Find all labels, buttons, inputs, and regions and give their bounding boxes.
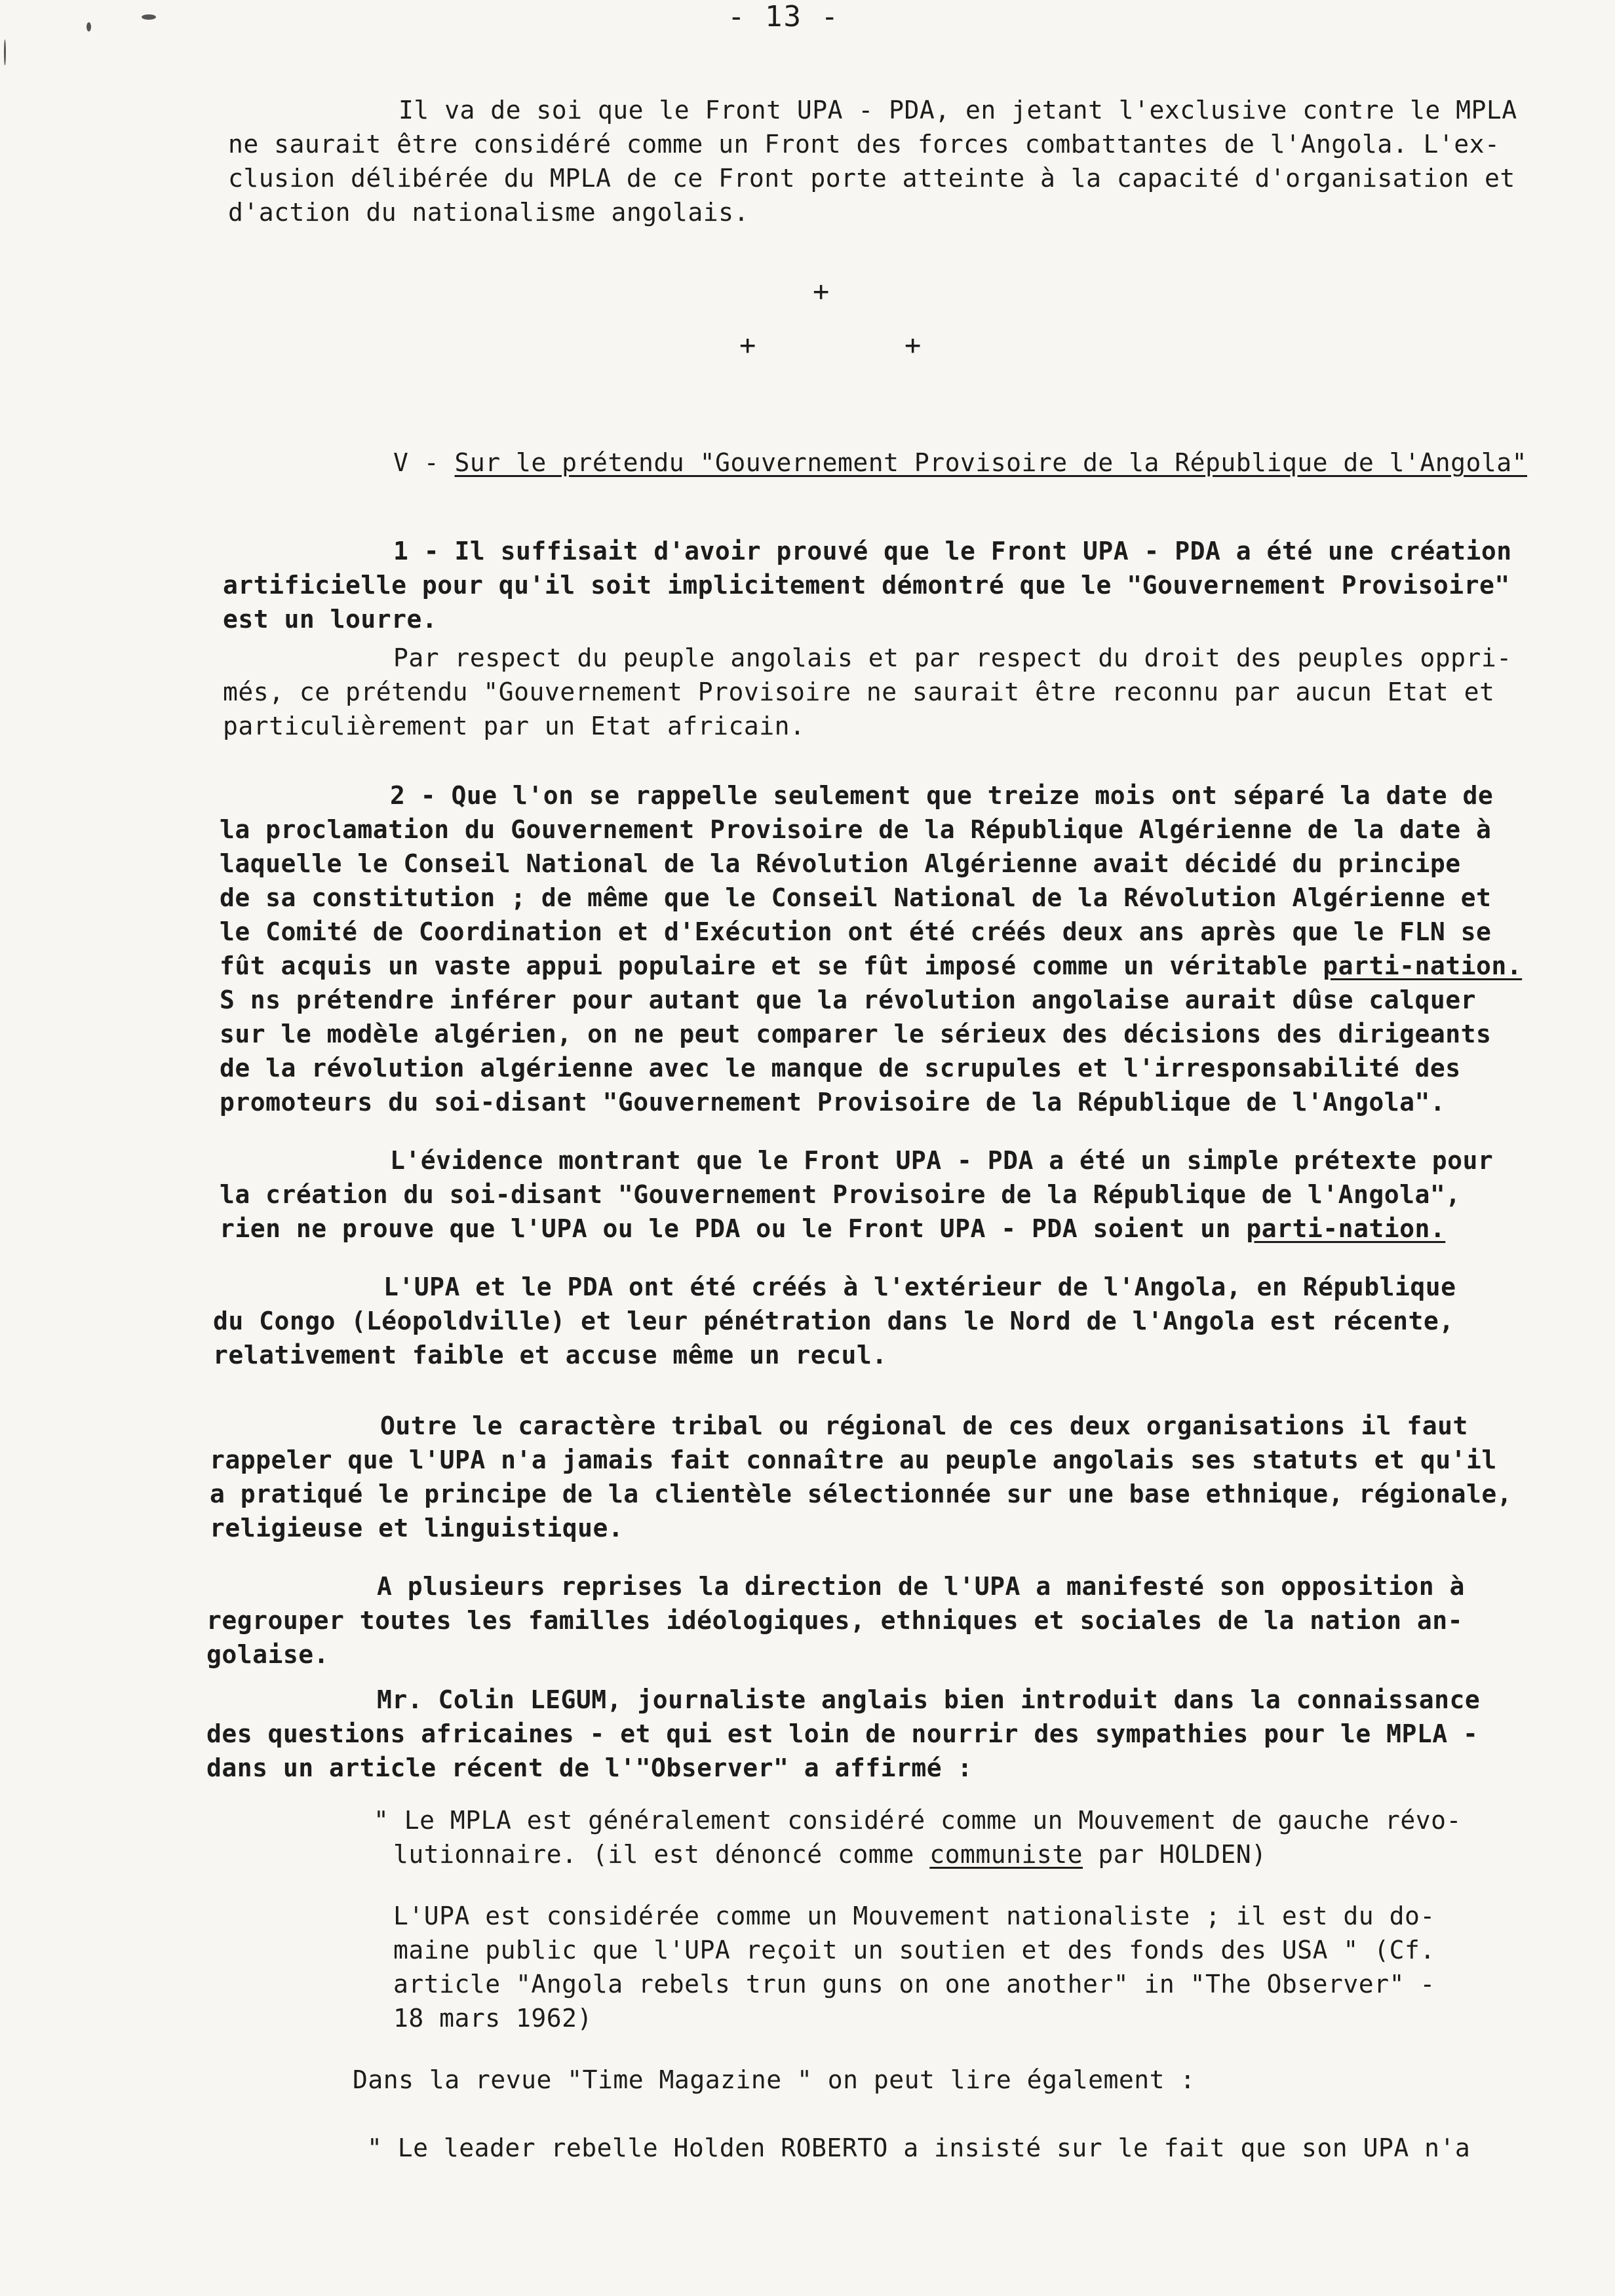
text-fragment: fût acquis un vaste appui populaire et se fût imposé comme un véritable xyxy=(220,951,1323,980)
text-line: laquelle le Conseil National de la Révolution Algérienne avait décidé du principe xyxy=(220,849,1461,878)
text-fragment: lutionnaire. (il est dénoncé comme xyxy=(393,1840,930,1869)
text-line: la création du soi-disant "Gouvernement Provisoire de la République de l'Angola", xyxy=(220,1180,1461,1209)
text-line: A plusieurs reprises la direction de l'UPA a manifesté son opposition à xyxy=(377,1572,1465,1601)
text-line: golaise. xyxy=(206,1640,330,1669)
text-line: " Le leader rebelle Holden ROBERTO a insisté sur le fait que son UPA n'a xyxy=(367,2133,1471,2162)
paragraph-2 xyxy=(223,641,1512,743)
parti-nation-underlined: parti-nation. xyxy=(1323,951,1523,980)
text-line: Il va de soi que le Front UPA - PDA, en jetant l'exclusive contre le MPLA xyxy=(399,96,1517,124)
quote-2 xyxy=(393,1899,1435,2035)
text-line: Dans la revue "Time Magazine " on peut lire également : xyxy=(353,2065,1196,2094)
text-line: article "Angola rebels trun guns on one another" in "The Observer" - xyxy=(393,1970,1435,1999)
text-line: rappeler que l'UPA n'a jamais fait connaître au peuple angolais ses statuts et qu'il xyxy=(210,1445,1497,1474)
text-line: de sa constitution ; de même que le Conseil National de la Révolution Algérienne et xyxy=(220,883,1492,912)
ink-speck xyxy=(142,14,156,20)
text-line: la proclamation du Gouvernement Provisoire de la République Algérienne de la date à xyxy=(220,815,1492,844)
text-line: promoteurs du soi-disant "Gouvernement Provisoire de la République de l'Angola". xyxy=(220,1088,1446,1117)
paragraph-5 xyxy=(213,1270,1456,1372)
text-line: particulièrement par un Etat africain. xyxy=(223,712,806,740)
paragraph-7 xyxy=(206,1569,1465,1672)
ink-speck xyxy=(87,22,91,31)
paragraph-9 xyxy=(353,2063,1196,2097)
text-line: de la révolution algérienne avec le manque de scrupules et l'irresponsabilité des xyxy=(220,1054,1461,1082)
text-line: a pratiqué le principe de la clientèle sélectionnée sur une base ethnique, régionale, xyxy=(210,1480,1513,1508)
text-line xyxy=(220,949,1522,983)
separator-plus: + xyxy=(813,275,830,307)
text-line: Par respect du peuple angolais et par respect du droit des peuples oppri- xyxy=(393,643,1512,672)
paragraph-4 xyxy=(220,1143,1493,1246)
paragraph-8 xyxy=(206,1683,1480,1785)
section-heading xyxy=(393,446,1527,480)
text-line: d'action du nationalisme angolais. xyxy=(228,198,749,227)
page-number: - 13 - xyxy=(728,0,840,33)
text-fragment: par HOLDEN) xyxy=(1083,1840,1267,1869)
separator-plus: + xyxy=(905,329,922,361)
intro-paragraph xyxy=(228,93,1517,229)
text-line: sur le modèle algérien, on ne peut comparer le sérieux des décisions des dirigeants xyxy=(220,1020,1492,1048)
text-line: du Congo (Léopoldville) et leur pénétration dans le Nord de l'Angola est récente, xyxy=(213,1307,1454,1335)
paragraph-1 xyxy=(223,534,1512,636)
text-line: est un lourre. xyxy=(223,605,438,634)
text-fragment: rien ne prouve que l'UPA ou le PDA ou le Front UPA - PDA soient un xyxy=(220,1214,1247,1243)
text-line: clusion délibérée du MPLA de ce Front porte atteinte à la capacité d'organisation et xyxy=(228,164,1515,193)
text-line: maine public que l'UPA reçoit un soutien et des fonds des USA " (Cf. xyxy=(393,1936,1435,1964)
text-line: relativement faible et accuse même un recul. xyxy=(213,1341,887,1369)
text-line: religieuse et linguistique. xyxy=(210,1514,624,1542)
text-line: 1 - Il suffisait d'avoir prouvé que le Front UPA - PDA a été une création xyxy=(393,537,1512,565)
text-line: " Le MPLA est généralement considéré comme un Mouvement de gauche révo- xyxy=(374,1806,1462,1835)
text-line: Mr. Colin LEGUM, journaliste anglais bien introduit dans la connaissance xyxy=(377,1685,1481,1714)
text-line: Outre le caractère tribal ou régional de ces deux organisations il faut xyxy=(380,1411,1468,1440)
text-line: L'évidence montrant que le Front UPA - PDA a été un simple prétexte pour xyxy=(390,1146,1494,1175)
text-line: artificielle pour qu'il soit implicitement démontré que le "Gouvernement Provisoire" xyxy=(223,571,1510,600)
text-line: dans un article récent de l'"Observer" a affirmé : xyxy=(206,1753,973,1782)
paragraph-3 xyxy=(220,778,1522,1119)
text-line xyxy=(220,1212,1493,1246)
parti-nation-underlined: parti-nation. xyxy=(1246,1214,1446,1243)
text-line: més, ce prétendu "Gouvernement Provisoire ne saurait être reconnu par aucun Etat et xyxy=(223,678,1495,706)
text-line: 2 - Que l'on se rappelle seulement que treize mois ont séparé la date de xyxy=(390,781,1494,810)
text-line: regrouper toutes les familles idéologiques, ethniques et sociales de la nation an- xyxy=(206,1606,1463,1635)
text-line: L'UPA et le PDA ont été créés à l'extérieur de l'Angola, en République xyxy=(383,1272,1456,1301)
section-title: Sur le prétendu "Gouvernement Provisoire de la République de l'Angola" xyxy=(454,448,1527,477)
text-line: des questions africaines - et qui est loin de nourrir des sympathies pour le MPLA - xyxy=(206,1719,1479,1748)
ink-speck xyxy=(4,39,6,66)
quote-3 xyxy=(367,2131,1470,2165)
separator-plus: + xyxy=(739,329,756,361)
section-number: V - xyxy=(393,448,455,477)
text-line: S ns prétendre inférer pour autant que la révolution angolaise aurait dûse calquer xyxy=(220,985,1476,1014)
text-line: 18 mars 1962) xyxy=(393,2004,593,2033)
text-line xyxy=(374,1837,1462,1871)
text-line: ne saurait être considéré comme un Front des forces combattantes de l'Angola. L'ex- xyxy=(228,130,1500,159)
quote-1 xyxy=(374,1803,1462,1871)
communiste-underlined: communiste xyxy=(929,1840,1083,1869)
text-line: L'UPA est considérée comme un Mouvement nationaliste ; il est du do- xyxy=(393,1902,1435,1930)
paragraph-6 xyxy=(210,1409,1512,1545)
text-line: le Comité de Coordination et d'Exécution ont été créés deux ans après que le FLN se xyxy=(220,917,1492,946)
